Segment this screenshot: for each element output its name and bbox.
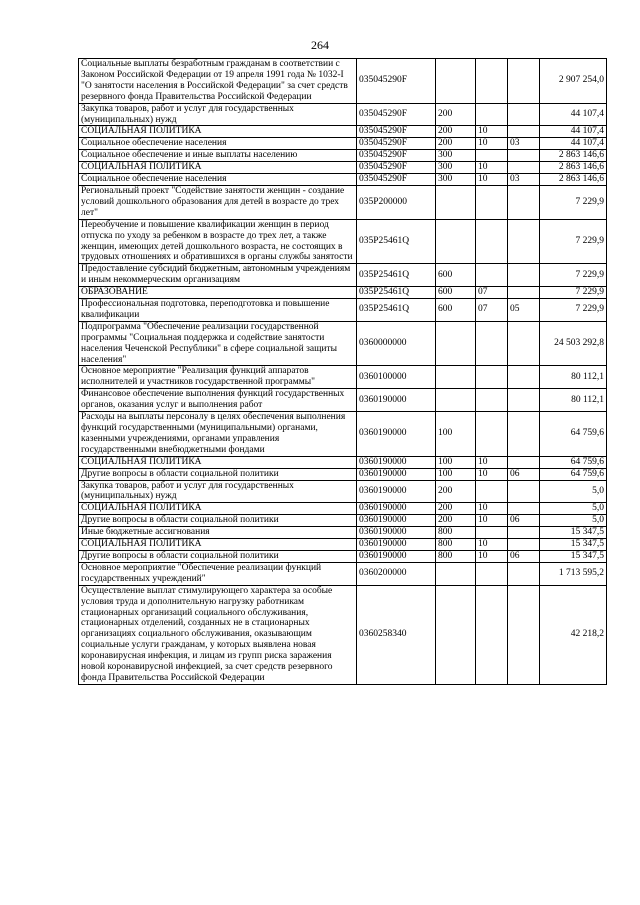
row-name-cell: Основное мероприятие "Обеспечение реализации функций государственных учреждений" [79, 562, 357, 585]
row-pr-cell: 06 [508, 468, 540, 480]
row-rz-cell [476, 185, 508, 219]
row-pr-cell [508, 527, 540, 539]
row-sum-cell: 44 107,4 [540, 103, 607, 126]
row-pr-cell [508, 585, 540, 684]
row-rz-cell [476, 59, 508, 104]
row-code-cell: 035P25461Q [357, 219, 436, 264]
row-name-cell: Региональный проект "Содействие занятости женщин - создание условий дошкольного образования для детей в возрасте до трех лет" [79, 185, 357, 219]
row-code-cell: 0360190000 [357, 503, 436, 515]
budget-table [78, 58, 607, 685]
row-vr-cell [436, 185, 476, 219]
row-sum-cell: 1 713 595,2 [540, 562, 607, 585]
row-vr-cell: 200 [436, 480, 476, 503]
row-name-cell: Переобучение и повышение квалификации женщин в период отпуска по уходу за ребенком в возрасте до трех лет, а также женщин, имеющих детей дошкольного возраста, не состоящих в трудовых отношениях и обратившихся в органы службы занятости [79, 219, 357, 264]
row-code-cell: 035045290F [357, 174, 436, 186]
row-sum-cell: 24 503 292,8 [540, 321, 607, 366]
row-name-cell: Подпрограмма "Обеспечение реализации государственной программы "Социальная поддержка и содействие занятости населения Чеченской Республики" в сфере социальной защиты населения" [79, 321, 357, 366]
row-sum-cell: 44 107,4 [540, 126, 607, 138]
row-vr-cell: 100 [436, 456, 476, 468]
table-row [79, 126, 607, 138]
row-sum-cell: 7 229,9 [540, 185, 607, 219]
row-pr-cell: 06 [508, 515, 540, 527]
row-sum-cell: 5,0 [540, 480, 607, 503]
row-pr-cell [508, 185, 540, 219]
row-pr-cell [508, 150, 540, 162]
row-code-cell: 035P25461Q [357, 264, 436, 287]
table-row [79, 480, 607, 503]
row-sum-cell: 42 218,2 [540, 585, 607, 684]
row-pr-cell [508, 503, 540, 515]
row-name-cell: Предоставление субсидий бюджетным, автономным учреждениям и иным некоммерческим организациям [79, 264, 357, 287]
row-vr-cell: 100 [436, 468, 476, 480]
table-row [79, 287, 607, 299]
table-row [79, 174, 607, 186]
page-number: 264 [311, 38, 329, 52]
table-row [79, 59, 607, 104]
table-row [79, 585, 607, 684]
row-name-cell: Закупка товаров, работ и услуг для государственных (муниципальных) нужд [79, 103, 357, 126]
row-name-cell: Социальное обеспечение населения [79, 138, 357, 150]
row-code-cell: 0360100000 [357, 366, 436, 389]
row-code-cell: 0360200000 [357, 562, 436, 585]
row-sum-cell: 80 112,1 [540, 389, 607, 412]
row-name-cell: Расходы на выплаты персоналу в целях обеспечения выполнения функций государственными (муниципальными) органами, казенными учреждениями, органами управления государственными внебюджетными фондами [79, 412, 357, 457]
row-code-cell: 035045290F [357, 103, 436, 126]
row-rz-cell [476, 527, 508, 539]
row-name-cell: Основное мероприятие "Реализация функций аппаратов исполнителей и участников государственной программы" [79, 366, 357, 389]
row-sum-cell: 15 347,5 [540, 539, 607, 551]
row-code-cell: 0360190000 [357, 515, 436, 527]
row-code-cell: 035045290F [357, 138, 436, 150]
table-row [79, 366, 607, 389]
row-code-cell: 0360190000 [357, 527, 436, 539]
row-code-cell: 0360190000 [357, 539, 436, 551]
row-vr-cell: 100 [436, 412, 476, 457]
table-row [79, 456, 607, 468]
row-vr-cell [436, 585, 476, 684]
row-vr-cell: 200 [436, 138, 476, 150]
row-code-cell: 0360258340 [357, 585, 436, 684]
table-row [79, 389, 607, 412]
row-rz-cell [476, 389, 508, 412]
row-rz-cell [476, 321, 508, 366]
row-sum-cell: 2 863 146,6 [540, 150, 607, 162]
row-pr-cell: 06 [508, 550, 540, 562]
row-name-cell: Социальные выплаты безработным гражданам в соответствии с Законом Российской Федерации от 19 апреля 1991 года № 1032-I "О занятости населения в Российской Федерации" за счет средств резервного фонда Правительства Российской Федерации [79, 59, 357, 104]
row-rz-cell [476, 366, 508, 389]
row-code-cell: 0360190000 [357, 468, 436, 480]
row-rz-cell [476, 150, 508, 162]
row-sum-cell: 64 759,6 [540, 412, 607, 457]
row-pr-cell [508, 389, 540, 412]
row-vr-cell: 200 [436, 503, 476, 515]
row-name-cell: СОЦИАЛЬНАЯ ПОЛИТИКА [79, 162, 357, 174]
row-pr-cell [508, 539, 540, 551]
row-rz-cell [476, 585, 508, 684]
row-vr-cell: 200 [436, 126, 476, 138]
row-pr-cell [508, 103, 540, 126]
row-code-cell: 035045290F [357, 150, 436, 162]
row-code-cell: 0360190000 [357, 480, 436, 503]
table-row [79, 219, 607, 264]
row-sum-cell: 64 759,6 [540, 468, 607, 480]
row-rz-cell [476, 219, 508, 264]
row-name-cell: Социальное обеспечение населения [79, 174, 357, 186]
row-vr-cell: 800 [436, 550, 476, 562]
row-rz-cell: 07 [476, 287, 508, 299]
row-vr-cell: 600 [436, 299, 476, 322]
row-pr-cell [508, 562, 540, 585]
row-code-cell: 0360000000 [357, 321, 436, 366]
row-sum-cell: 15 347,5 [540, 550, 607, 562]
row-code-cell: 035P25461Q [357, 299, 436, 322]
row-name-cell: СОЦИАЛЬНАЯ ПОЛИТИКА [79, 539, 357, 551]
row-pr-cell [508, 456, 540, 468]
row-rz-cell: 10 [476, 162, 508, 174]
row-sum-cell: 2 907 254,0 [540, 59, 607, 104]
row-vr-cell: 800 [436, 539, 476, 551]
row-sum-cell: 64 759,6 [540, 456, 607, 468]
table-row [79, 515, 607, 527]
row-code-cell: 0360190000 [357, 550, 436, 562]
row-name-cell: Профессиональная подготовка, переподготовка и повышение квалификации [79, 299, 357, 322]
table-row [79, 539, 607, 551]
row-sum-cell: 7 229,9 [540, 264, 607, 287]
row-vr-cell: 200 [436, 103, 476, 126]
row-pr-cell [508, 287, 540, 299]
row-code-cell: 0360190000 [357, 412, 436, 457]
row-rz-cell [476, 412, 508, 457]
table-row [79, 138, 607, 150]
row-rz-cell: 10 [476, 515, 508, 527]
row-code-cell: 0360190000 [357, 456, 436, 468]
row-name-cell: СОЦИАЛЬНАЯ ПОЛИТИКА [79, 126, 357, 138]
row-rz-cell: 07 [476, 299, 508, 322]
row-vr-cell: 200 [436, 515, 476, 527]
row-pr-cell: 03 [508, 174, 540, 186]
budget-table-body [79, 59, 607, 685]
table-row [79, 527, 607, 539]
row-pr-cell [508, 219, 540, 264]
row-pr-cell [508, 366, 540, 389]
table-row [79, 150, 607, 162]
row-sum-cell: 7 229,9 [540, 287, 607, 299]
row-code-cell: 0360190000 [357, 389, 436, 412]
table-row [79, 185, 607, 219]
row-vr-cell: 300 [436, 150, 476, 162]
row-name-cell: СОЦИАЛЬНАЯ ПОЛИТИКА [79, 503, 357, 515]
row-pr-cell [508, 59, 540, 104]
row-pr-cell [508, 264, 540, 287]
table-row [79, 503, 607, 515]
row-pr-cell: 05 [508, 299, 540, 322]
row-rz-cell [476, 264, 508, 287]
row-sum-cell: 2 863 146,6 [540, 162, 607, 174]
row-rz-cell: 10 [476, 174, 508, 186]
row-code-cell: 035045290F [357, 162, 436, 174]
row-rz-cell [476, 103, 508, 126]
row-rz-cell: 10 [476, 138, 508, 150]
row-name-cell: Осуществление выплат стимулирующего характера за особые условия труда и дополнительную нагрузку работникам стационарных организаций социального обслуживания, стационарных отделений, созданных не в стационарных организациях социального обслуживания, оказывающим социальные услуги гражданам, у которых выявлена новая коронавирусная инфекция, и лицам из групп риска заражения новой коронавирусной инфекцией, за счет средств резервного фонда Правительства Российской Федерации [79, 585, 357, 684]
row-name-cell: Иные бюджетные ассигнования [79, 527, 357, 539]
row-name-cell: СОЦИАЛЬНАЯ ПОЛИТИКА [79, 456, 357, 468]
row-rz-cell [476, 480, 508, 503]
row-sum-cell: 15 347,5 [540, 527, 607, 539]
table-row [79, 321, 607, 366]
row-code-cell: 035045290F [357, 59, 436, 104]
table-row [79, 468, 607, 480]
row-sum-cell: 5,0 [540, 515, 607, 527]
table-row [79, 550, 607, 562]
row-vr-cell [436, 366, 476, 389]
row-vr-cell: 600 [436, 264, 476, 287]
row-pr-cell: 03 [508, 138, 540, 150]
row-pr-cell [508, 480, 540, 503]
row-sum-cell: 2 863 146,6 [540, 174, 607, 186]
row-rz-cell: 10 [476, 539, 508, 551]
row-sum-cell: 5,0 [540, 503, 607, 515]
table-row [79, 299, 607, 322]
row-pr-cell [508, 412, 540, 457]
row-rz-cell: 10 [476, 550, 508, 562]
row-vr-cell [436, 389, 476, 412]
row-vr-cell: 300 [436, 174, 476, 186]
row-rz-cell: 10 [476, 126, 508, 138]
table-row [79, 562, 607, 585]
row-vr-cell [436, 321, 476, 366]
row-rz-cell: 10 [476, 468, 508, 480]
row-rz-cell: 10 [476, 503, 508, 515]
row-sum-cell: 44 107,4 [540, 138, 607, 150]
row-name-cell: Другие вопросы в области социальной политики [79, 468, 357, 480]
row-sum-cell: 7 229,9 [540, 299, 607, 322]
row-pr-cell [508, 126, 540, 138]
row-rz-cell [476, 562, 508, 585]
row-vr-cell [436, 59, 476, 104]
row-rz-cell: 10 [476, 456, 508, 468]
row-vr-cell [436, 562, 476, 585]
row-name-cell: Финансовое обеспечение выполнения функций государственных органов, оказания услуг и выполнения работ [79, 389, 357, 412]
row-name-cell: Другие вопросы в области социальной политики [79, 550, 357, 562]
row-pr-cell [508, 162, 540, 174]
table-row [79, 412, 607, 457]
row-sum-cell: 80 112,1 [540, 366, 607, 389]
row-code-cell: 035P200000 [357, 185, 436, 219]
row-pr-cell [508, 321, 540, 366]
table-row [79, 264, 607, 287]
table-row [79, 162, 607, 174]
row-vr-cell: 300 [436, 162, 476, 174]
row-name-cell: ОБРАЗОВАНИЕ [79, 287, 357, 299]
table-row [79, 103, 607, 126]
row-name-cell: Закупка товаров, работ и услуг для государственных (муниципальных) нужд [79, 480, 357, 503]
row-code-cell: 035045290F [357, 126, 436, 138]
row-vr-cell: 800 [436, 527, 476, 539]
row-vr-cell [436, 219, 476, 264]
row-code-cell: 035P25461Q [357, 287, 436, 299]
row-name-cell: Социальное обеспечение и иные выплаты населению [79, 150, 357, 162]
row-sum-cell: 7 229,9 [540, 219, 607, 264]
row-name-cell: Другие вопросы в области социальной политики [79, 515, 357, 527]
row-vr-cell: 600 [436, 287, 476, 299]
